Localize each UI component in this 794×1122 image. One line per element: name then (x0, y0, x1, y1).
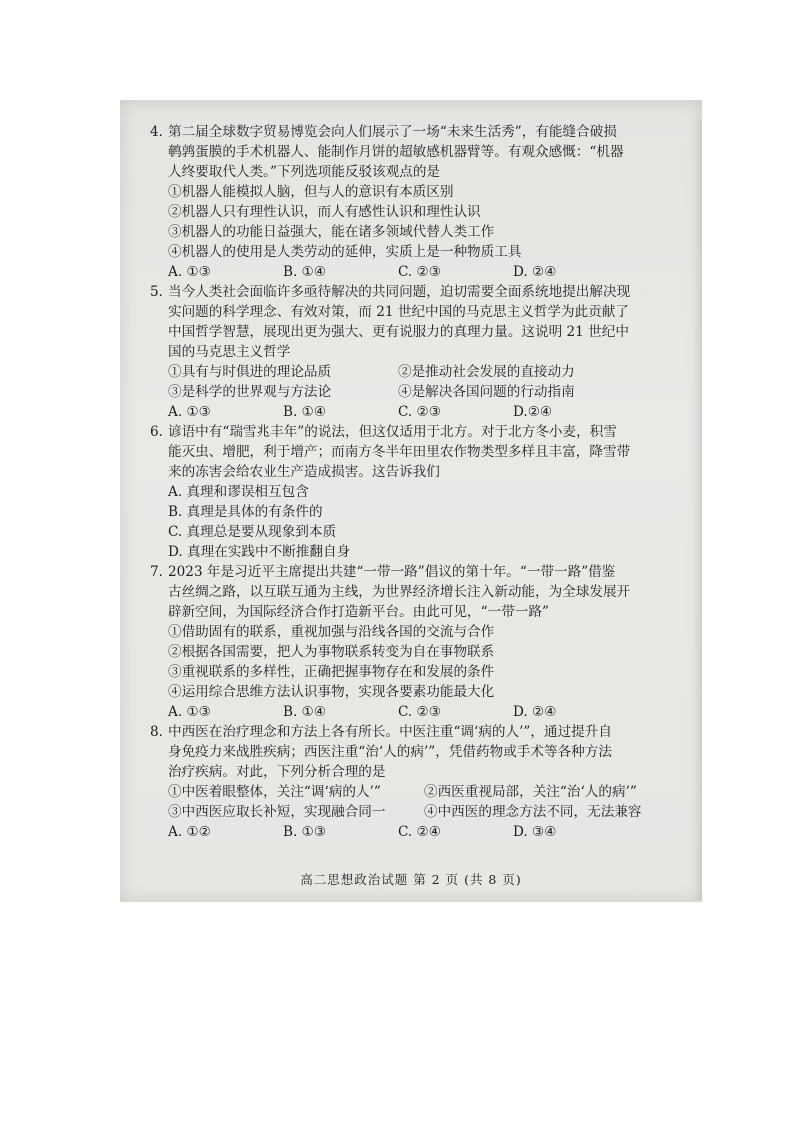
choice-b: B. ①④ (283, 264, 327, 280)
answer-choices (168, 262, 695, 282)
exam-content (150, 122, 695, 842)
question-stem-line: 中西医在治疗理念和方法上各有所长。中医注重“调‘病的人’”，通过提升自 (168, 724, 612, 740)
statement-pair (168, 802, 695, 822)
option: B. 真理是具体的有条件的 (168, 504, 323, 520)
choice-d: D. ③④ (513, 824, 557, 840)
question-stem-line: 实问题的科学理念、有效对策，而 21 世纪中国的马克思主义哲学为此贡献了 (168, 304, 629, 320)
answer-choices (168, 822, 695, 842)
statement: ②是推动社会发展的直接动力 (398, 364, 575, 380)
statement: ③重视联系的多样性，正确把握事物存在和发展的条件 (168, 664, 495, 680)
page-footer: 高二思想政治试题 第 2 页 (共 8 页) (300, 872, 522, 887)
question-7 (150, 562, 695, 722)
question-stem-line: 辟新空间，为国际经济合作打造新平台。由此可见，“一带一路” (168, 604, 549, 620)
choice-b: B. ①④ (283, 404, 327, 420)
question-stem-line: 谚语中有“瑞雪兆丰年”的说法，但这仅适用于北方。对于北方冬小麦，积雪 (168, 424, 617, 440)
option: A. 真理和谬误相互包含 (168, 484, 309, 500)
statement: ③中西医应取长补短，实现融合同一 (168, 804, 386, 820)
bleed-through: ‥ (640, 280, 649, 294)
question-number: 5. (150, 284, 163, 300)
choice-d: D. ②④ (513, 264, 557, 280)
statement: ②根据各国需要，把人为事物联系转变为自在事物联系 (168, 644, 495, 660)
question-stem-line: 来的冻害会给农业生产造成损害。这告诉我们 (168, 464, 440, 480)
statement: ④机器人的使用是人类劳动的延伸，实质上是一种物质工具 (168, 244, 522, 260)
option: C. 真理总是要从现象到本质 (168, 524, 337, 540)
choice-c: C. ②④ (398, 824, 441, 840)
option: D. 真理在实践中不断推翻自身 (168, 544, 351, 560)
statement: ④是解决各国问题的行动指南 (398, 384, 575, 400)
question-4 (150, 122, 695, 282)
statement: ④运用综合思维方法认识事物，实现各要素功能最大化 (168, 684, 495, 700)
question-number: 6. (150, 424, 163, 440)
question-stem-line: 古丝绸之路，以互联互通为主线，为世界经济增长注入新动能，为全球发展开 (168, 584, 631, 600)
choice-d: D. ②④ (513, 704, 557, 720)
question-stem-line: 2023 年是习近平主席提出共建“一带一路”倡议的第十年。“一带一路”借鉴 (168, 564, 616, 580)
statement: ①具有与时俱进的理论品质 (168, 364, 332, 380)
question-number: 7. (150, 564, 163, 580)
choice-c: C. ②③ (398, 264, 441, 280)
choice-d: D.②④ (513, 404, 553, 420)
exam-page-photo (120, 100, 702, 902)
statement: ②西医重视局部，关注“治‘人的病’” (424, 784, 637, 800)
question-stem-line: 第二届全球数字贸易博览会向人们展示了一场“未来生活秀”，有能缝合破损 (168, 124, 617, 140)
question-stem-line: 人终要取代人类。”下列选项能反驳该观点的是 (168, 164, 441, 180)
answer-choices (168, 402, 695, 422)
statement-pair (168, 382, 695, 402)
choice-a: A. ①③ (168, 404, 211, 420)
question-number: 8. (150, 724, 163, 740)
question-stem-line: 当今人类社会面临许多亟待解决的共同问题，迫切需要全面系统地提出解决现 (168, 284, 631, 300)
statement-pair (168, 362, 695, 382)
question-stem-line: 鹌鹑蛋膜的手术机器人、能制作月饼的超敏感机器臂等。有观众感慨：“机器 (168, 144, 624, 160)
question-number: 4. (150, 124, 163, 140)
choice-b: B. ①④ (283, 704, 327, 720)
choice-a: A. ①③ (168, 704, 211, 720)
question-5 (150, 282, 695, 422)
statement: ③机器人的功能日益强大，能在诸多领域代替人类工作 (168, 224, 495, 240)
choice-b: B. ①③ (283, 824, 327, 840)
statement: ②机器人只有理性认识，而人有感性认识和理性认识 (168, 204, 481, 220)
choice-a: A. ①③ (168, 264, 211, 280)
answer-choices (168, 702, 695, 722)
question-stem-line: 国的马克思主义哲学 (168, 344, 291, 360)
choice-c: C. ②③ (398, 404, 441, 420)
question-stem-line: 能灭虫、增肥，利于增产；而南方冬半年田里农作物类型多样且丰富，降雪带 (168, 444, 631, 460)
statement: ④中西医的理念方法不同，无法兼容 (424, 804, 642, 820)
question-6 (150, 422, 695, 562)
choice-c: C. ②③ (398, 704, 441, 720)
statement: ①机器人能模拟人脑，但与人的意识有本质区别 (168, 184, 454, 200)
choice-a: A. ①② (168, 824, 211, 840)
question-stem-line: 治疗疾病。对此，下列分析合理的是 (168, 764, 386, 780)
statement-pair (168, 782, 695, 802)
question-8 (150, 722, 695, 842)
question-stem-line: 中国哲学智慧，展现出更为强大、更有说服力的真理力量。这说明 21 世纪中 (168, 324, 629, 340)
statement: ③是科学的世界观与方法论 (168, 384, 332, 400)
question-stem-line: 身免疫力来战胜疾病；西医注重“治‘人的病’”，凭借药物或手术等各种方法 (168, 744, 612, 760)
statement: ①中医着眼整体，关注“调‘病的人’” (168, 784, 381, 800)
statement: ①借助固有的联系，重视加强与沿线各国的交流与合作 (168, 624, 495, 640)
